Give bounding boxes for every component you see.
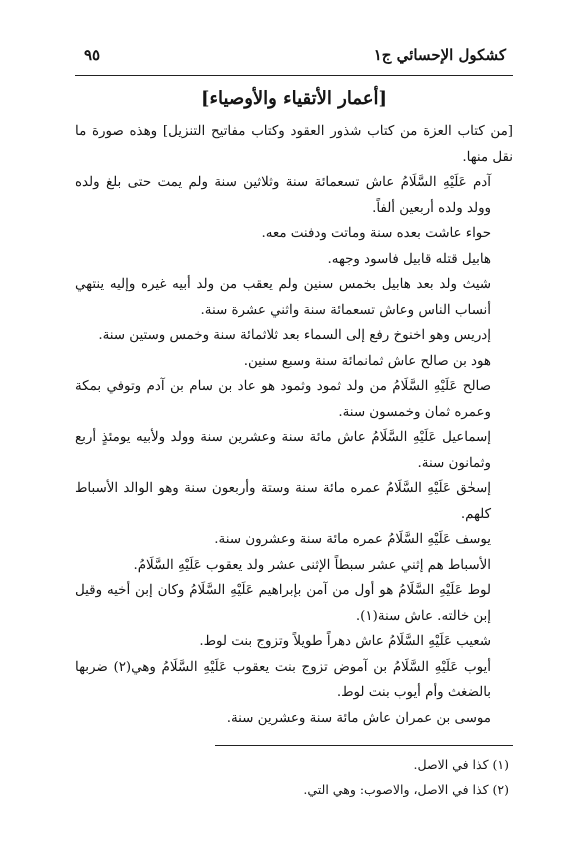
footnote-2: (٢) كذا في الاصل، والاصوب: وهي التي. [303,782,509,797]
footnote-1: (١) كذا في الاصل. [413,757,509,772]
paragraph-shith: شيث ولد بعد هابيل بخمس سنين ولم يعقب من ولد أبيه غيره وإليه ينتهي أنساب الناس وعاش تسعمائة سنة واثني عشرة سنة. [75,277,491,318]
paragraph-shuayb: شعيب عَلَيْهِ السَّلَامُ عاش دهراً طويلاً وتزوج بنت لوط. [199,634,491,649]
running-header-title: كشكول الإحسائي ج١ [373,46,506,64]
paragraph-source: [من كتاب العزة من كتاب شذور العقود وكتاب مفاتيح التنزيل] وهذه صورة ما نقل منها. [75,124,513,165]
paragraph-ismail: إسماعيل عَلَيْهِ السَّلَامُ عاش مائة سنة وعشرين سنة وولد ولأبيه يومئذٍ أربع وثمانون سنة. [75,430,491,471]
section-title: [أعمار الأتقياء والأوصياء] [201,88,387,109]
paragraph-hud: هود بن صالح عاش ثمانمائة سنة وسبع سنين. [243,353,491,369]
body-text [75,119,513,731]
footnotes [75,752,513,802]
footnote-divider [215,745,513,746]
page-number: ٩٥ [84,46,101,64]
paragraph-yusuf: يوسف عَلَيْهِ السَّلَامُ عمره مائة سنة وعشرون سنة. [214,532,491,547]
paragraph-musa: موسى بن عمران عاش مائة سنة وعشرين سنة. [226,710,491,726]
paragraph-hawwa: حواء عاشت بعده سنة وماتت ودفنت معه. [261,226,491,241]
paragraph-ishaq: إسحٰق عَلَيْهِ السَّلَامُ عمره مائة سنة وستة وأربعون سنة وهو الوالد الأسباط كلهم. [75,481,491,522]
paragraph-salih: صالح عَلَيْهِ السَّلَامُ من ولد ثمود وثمود هو عاد بن سام بن آدم وتوفي بمكة وعمره ثمان وخمسون سنة. [75,379,491,420]
paragraph-lut: لوط عَلَيْهِ السَّلَامُ هو أول من آمن بإبراهيم عَلَيْهِ السَّلَامُ وكان إبن أخيه وقيل إبن خالته. عاش سنة(١). [75,583,491,624]
paragraph-asbat: الأسباط هم إثني عشر سبطاً الإثنى عشر ولد يعقوب عَلَيْهِ السَّلَامُ. [133,557,491,573]
paragraph-ayyub: أيوب عَلَيْهِ السَّلَامُ بن آموض تزوج بنت يعقوب عَلَيْهِ السَّلَامُ وهي(٢) ضربها بالضغث وأم أيوب بنت لوط. [75,659,491,700]
header-divider [75,75,513,76]
paragraph-habil: هابيل قتله قابيل فاسود وجهه. [327,251,491,267]
paragraph-idris: إدريس وهو اخنوخ رفع إلى السماء بعد ثلاثمائة سنة وخمس وستين سنة. [98,328,491,343]
paragraph-adam: آدم عَلَيْهِ السَّلَامُ عاش تسعمائة سنة وثلاثين سنة ولم يمت حتى بلغ ولده وولد ولده أربعين ألفاً. [75,175,491,216]
